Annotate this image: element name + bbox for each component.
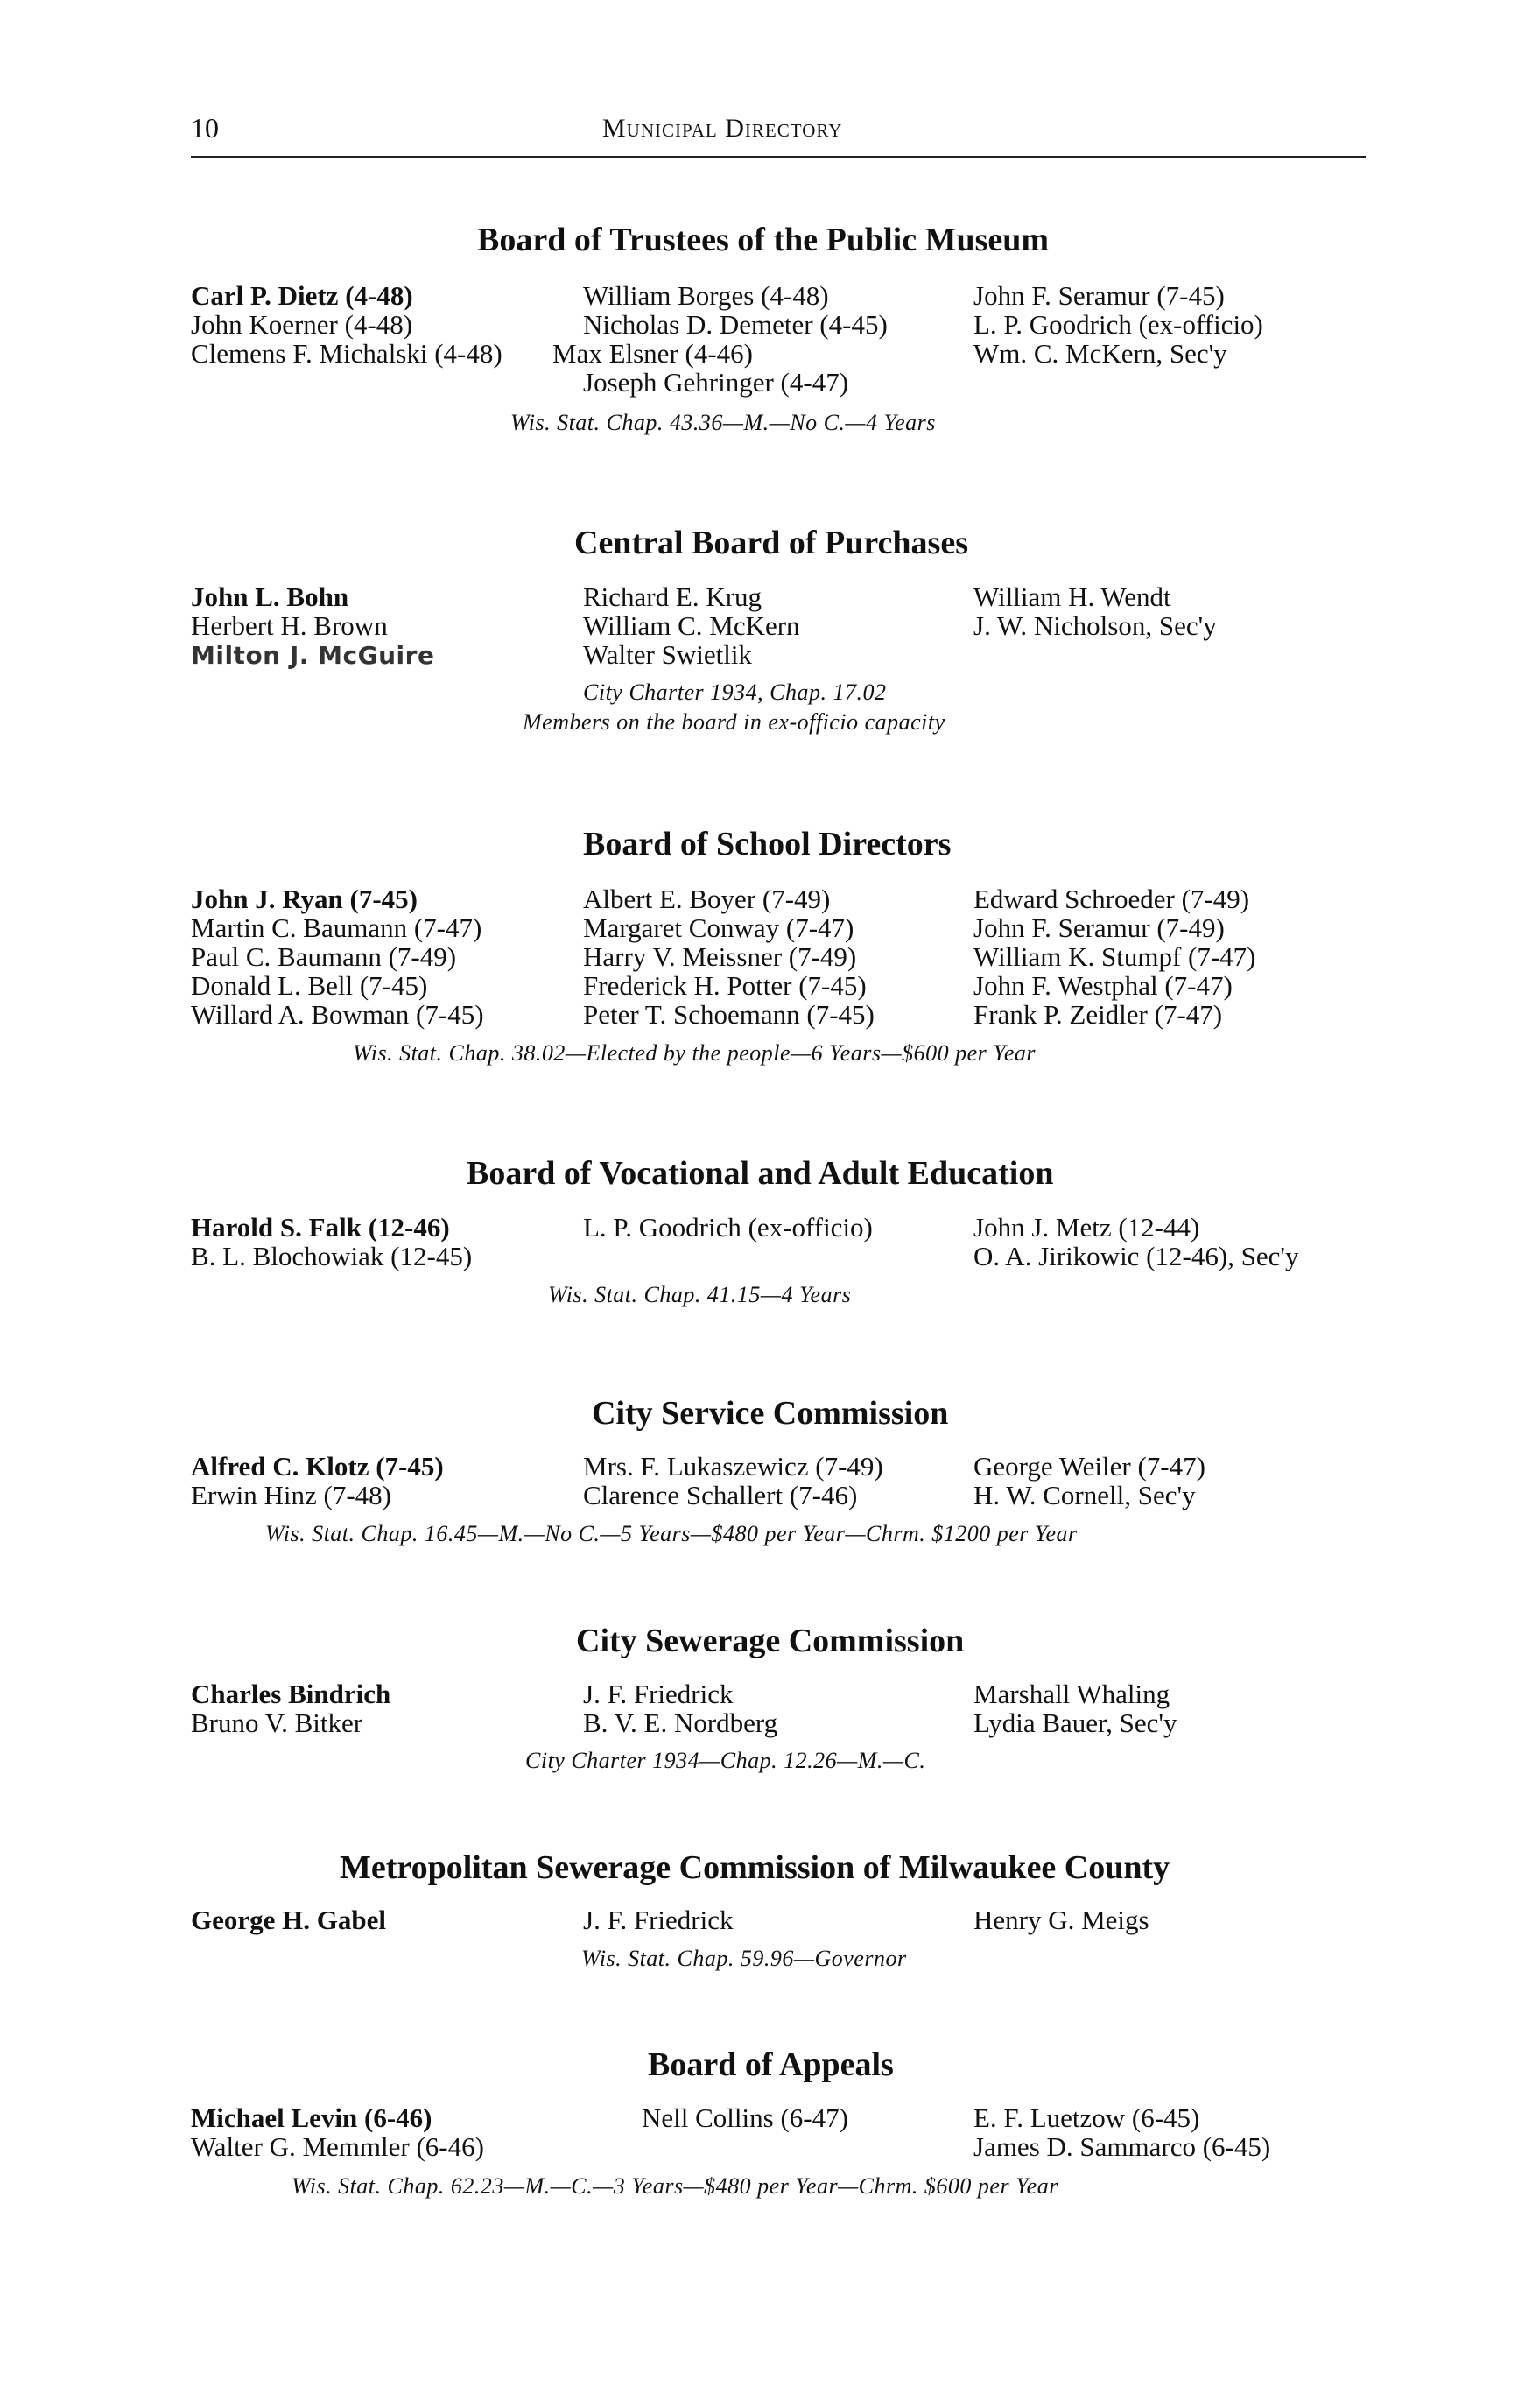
member-name: J. W. Nicholson, Sec'y — [973, 610, 1217, 641]
member-name: John F. Westphal (7-47) — [973, 970, 1233, 1001]
member-name: Herbert H. Brown — [191, 610, 388, 641]
member-name: Lydia Bauer, Sec'y — [973, 1707, 1177, 1738]
members-col1 — [191, 1905, 386, 1934]
section-title-city-sewerage: City Sewerage Commission — [576, 1623, 965, 1659]
members-col1 — [191, 1679, 390, 1737]
members-col2 — [583, 1679, 777, 1737]
members-col1 — [191, 582, 434, 669]
members-col2 — [642, 2103, 848, 2132]
member-name: B. L. Blochowiak (12-45) — [191, 1241, 473, 1271]
member-name: Carl P. Dietz (4-48) — [191, 280, 413, 311]
section-title-school-directors: Board of School Directors — [583, 826, 952, 863]
member-name: Bruno V. Bitker — [191, 1707, 363, 1738]
member-name: Donald L. Bell (7-45) — [191, 970, 428, 1001]
page-number: 10 — [191, 112, 219, 144]
member-name: Erwin Hinz (7-48) — [191, 1480, 391, 1510]
members-col2 — [583, 582, 800, 669]
section-title-central-purchases: Central Board of Purchases — [574, 525, 968, 561]
members-col3 — [973, 884, 1256, 1029]
members-col3 — [973, 1213, 1299, 1271]
members-col2 — [552, 280, 888, 398]
member-name: Alfred C. Klotz (7-45) — [191, 1451, 444, 1482]
members-col3 — [973, 1905, 1149, 1934]
statute-citation: Wis. Stat. Chap. 59.96—Governor — [581, 1946, 907, 1971]
members-col2 — [583, 1905, 733, 1934]
running-title: Municipal Directory — [602, 114, 843, 143]
member-name: Nicholas D. Demeter (4-45) — [583, 309, 888, 340]
member-name: John J. Metz (12-44) — [973, 1212, 1200, 1243]
members-col1 — [191, 884, 484, 1029]
member-name: Charles Bindrich — [191, 1679, 391, 1709]
member-name: L. P. Goodrich (ex-officio) — [973, 309, 1263, 340]
member-name: Michael Levin (6-46) — [191, 2102, 432, 2133]
members-col1 — [191, 1213, 472, 1271]
member-name: Frederick H. Potter (7-45) — [583, 970, 867, 1001]
section-title-vocational-education: Board of Vocational and Adult Education — [467, 1155, 1054, 1192]
members-col2 — [583, 1452, 883, 1510]
member-name: J. F. Friedrick — [583, 1905, 734, 1935]
member-name: Peter T. Schoemann (7-45) — [583, 999, 875, 1030]
member-name: John F. Seramur (7-49) — [973, 912, 1225, 943]
member-name: Albert E. Boyer (7-49) — [583, 884, 831, 914]
member-name: E. F. Luetzow (6-45) — [973, 2102, 1200, 2133]
member-name: H. W. Cornell, Sec'y — [973, 1480, 1196, 1510]
member-name: Harry V. Meissner (7-49) — [583, 941, 857, 972]
member-name: James D. Sammarco (6-45) — [973, 2131, 1271, 2162]
member-name: Martin C. Baumann (7-47) — [191, 912, 482, 943]
member-name: Henry G. Meigs — [973, 1905, 1149, 1935]
member-name: William H. Wendt — [973, 581, 1171, 612]
section-title-metropolitan-sewerage: Metropolitan Sewerage Commission of Milwaukee County — [340, 1849, 1170, 1886]
member-name: John Koerner (4-48) — [191, 309, 413, 340]
member-name: Edward Schroeder (7-49) — [973, 884, 1250, 914]
members-col1 — [191, 281, 502, 368]
members-col3 — [973, 2103, 1270, 2161]
member-name: John J. Ryan (7-45) — [191, 884, 418, 914]
member-name: Joseph Gehringer (4-47) — [583, 367, 849, 398]
member-name: Paul C. Baumann (7-49) — [191, 941, 457, 972]
member-name: William Borges (4-48) — [583, 280, 829, 311]
member-name: Walter Swietlik — [583, 639, 752, 670]
statute-citation: Wis. Stat. Chap. 41.15—4 Years — [548, 1282, 852, 1307]
member-name: Margaret Conway (7-47) — [583, 912, 854, 943]
members-col3 — [973, 281, 1263, 368]
members-col3 — [973, 1679, 1177, 1737]
member-name: Frank P. Zeidler (7-47) — [973, 999, 1223, 1030]
members-col1 — [191, 2103, 484, 2161]
statute-citation: Wis. Stat. Chap. 43.36—M.—No C.—4 Years — [510, 410, 936, 435]
statute-citation: City Charter 1934—Chap. 12.26—M.—C. — [525, 1748, 926, 1773]
statute-citation: Wis. Stat. Chap. 38.02—Elected by the people—6 Years—$600 per Year — [353, 1040, 1037, 1066]
member-name: Walter G. Memmler (6-46) — [191, 2131, 484, 2162]
member-name: O. A. Jirikowic (12-46), Sec'y — [973, 1241, 1299, 1271]
member-name: Harold S. Falk (12-46) — [191, 1212, 450, 1243]
member-name: B. V. E. Nordberg — [583, 1707, 778, 1738]
member-name: Marshall Whaling — [973, 1679, 1170, 1709]
members-col1 — [191, 1452, 444, 1510]
member-name: George H. Gabel — [191, 1905, 386, 1935]
member-name: John L. Bohn — [191, 581, 349, 612]
statute-note: Members on the board in ex-officio capacity — [523, 709, 945, 735]
member-name: Richard E. Krug — [583, 581, 762, 612]
member-name: Clemens F. Michalski (4-48) — [191, 338, 502, 369]
member-name: Nell Collins (6-47) — [642, 2102, 848, 2133]
member-name: William K. Stumpf (7-47) — [973, 941, 1256, 972]
member-name: Mrs. F. Lukaszewicz (7-49) — [583, 1451, 883, 1482]
members-col2 — [583, 1213, 873, 1242]
section-title-board-of-appeals: Board of Appeals — [648, 2046, 894, 2083]
member-name: Max Elsner (4-46) — [552, 338, 753, 369]
members-col2 — [583, 884, 875, 1029]
page-header — [191, 112, 1366, 158]
member-name: Wm. C. McKern, Sec'y — [973, 338, 1227, 369]
member-name: George Weiler (7-47) — [973, 1451, 1205, 1482]
statute-citation: Wis. Stat. Chap. 62.23—M.—C.—3 Years—$480 per Year—Chrm. $600 per Year — [292, 2173, 1058, 2199]
member-name: L. P. Goodrich (ex-officio) — [583, 1212, 873, 1243]
section-title-city-service: City Service Commission — [592, 1395, 949, 1432]
members-col3 — [973, 582, 1217, 640]
member-name: John F. Seramur (7-45) — [973, 280, 1225, 311]
section-title-public-museum: Board of Trustees of the Public Museum — [477, 222, 1050, 258]
member-name: Clarence Schallert (7-46) — [583, 1480, 858, 1510]
member-name: William C. McKern — [583, 610, 800, 641]
members-col3 — [973, 1452, 1205, 1510]
member-name-stamped: Milton J. McGuire — [191, 641, 435, 670]
member-name: Willard A. Bowman (7-45) — [191, 999, 484, 1030]
statute-citation: Wis. Stat. Chap. 16.45—M.—No C.—5 Years—$480 per Year—Chrm. $1200 per Year — [265, 1521, 1078, 1546]
member-name: J. F. Friedrick — [583, 1679, 734, 1709]
statute-citation: City Charter 1934, Chap. 17.02 — [583, 679, 887, 705]
